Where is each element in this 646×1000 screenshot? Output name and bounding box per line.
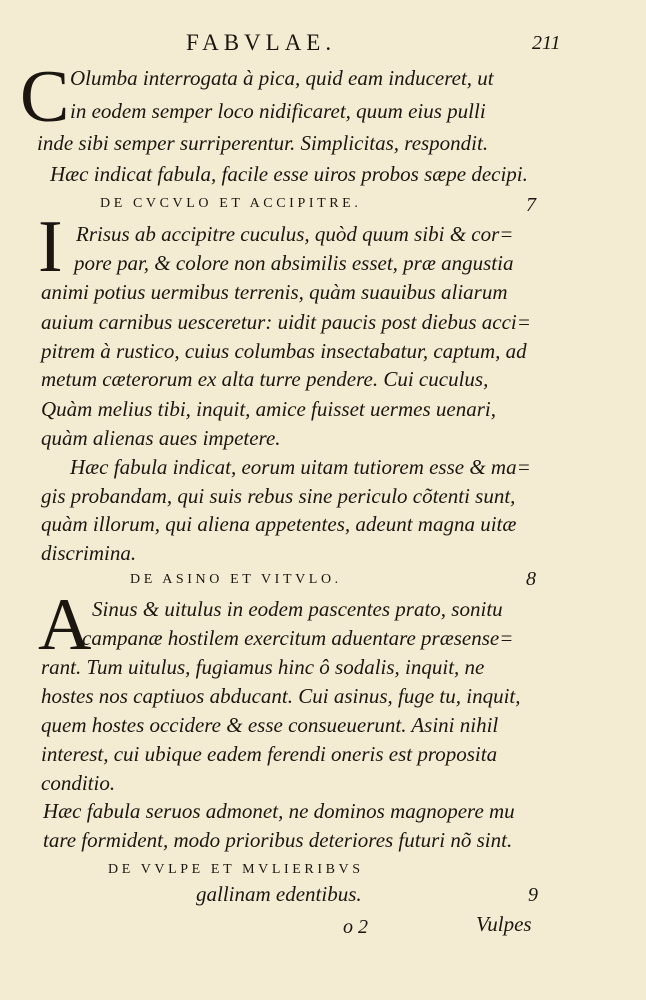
text-line: inde sibi semper surriperentur. Simplicitas, respondit.: [37, 131, 489, 155]
text-line: pitrem à rustico, cuius columbas insectabatur, captum, ad: [41, 339, 527, 363]
text-line: conditio.: [41, 771, 116, 795]
text-line: rant. Tum uitulus, fugiamus hinc ô sodalis, inquit, ne: [41, 655, 485, 679]
text-line: quàm illorum, qui aliena appetentes, adeunt magna uitæ: [41, 512, 517, 536]
text-line: auium carnibus uesceretur: uidit paucis post diebus acci=: [41, 310, 531, 334]
text-line: metum cæterorum ex alta turre pendere. Cui cuculus,: [41, 367, 489, 391]
fable-title: DE CVCVLO ET ACCIPITRE.: [100, 196, 362, 211]
text-line: gis probandam, qui suis rebus sine periculo cõtenti sunt,: [41, 484, 516, 508]
text-line: hostes nos captiuos abducant. Cui asinus, fuge tu, inquit,: [41, 684, 521, 708]
drop-initial-i: I: [38, 206, 63, 288]
text-line: tare formident, modo prioribus deteriores futuri nõ sint.: [43, 828, 513, 852]
text-line: Olumba interrogata à pica, quid eam induceret, ut: [70, 66, 494, 90]
text-line: interest, cui ubique eadem ferendi oneris est proposita: [41, 742, 498, 766]
fable-title: DE ASINO ET VITVLO.: [130, 572, 342, 587]
text-line: campanæ hostilem exercitum aduentare præsense=: [82, 626, 514, 650]
text-line: quàm alienas aues impetere.: [41, 426, 281, 450]
fable-number: 8: [526, 568, 536, 590]
signature-mark: o 2: [343, 916, 368, 938]
text-line: Rrisus ab accipitre cuculus, quòd quum sibi & cor=: [76, 222, 514, 246]
text-line: in eodem semper loco nidificaret, quum eius pulli: [70, 99, 486, 123]
fable-subtitle: gallinam edentibus.: [196, 882, 362, 906]
fable-number: 7: [526, 194, 536, 216]
text-line: Hæc fabula seruos admonet, ne dominos magnopere mu: [43, 799, 515, 823]
text-line: Quàm melius tibi, inquit, amice fuisset uermes uenari,: [41, 397, 496, 421]
text-line: animi potius uermibus terrenis, quàm suauibus aliarum: [41, 280, 508, 304]
text-line: Hæc fabula indicat, eorum uitam tutiorem esse & ma=: [70, 455, 531, 479]
text-line: quem hostes occidere & esse consueuerunt. Asini nihil: [41, 713, 499, 737]
running-title: FABVLAE.: [186, 30, 337, 55]
drop-initial-a: A: [38, 584, 92, 666]
page-number: 211: [532, 32, 561, 54]
drop-initial-c: C: [20, 56, 70, 138]
text-line: discrimina.: [41, 541, 137, 565]
text-line: Hæc indicat fabula, facile esse uiros probos sæpe decipi.: [50, 162, 528, 186]
text-line: pore par, & colore non absimilis esset, præ angustia: [74, 251, 514, 275]
catchword: Vulpes: [476, 912, 532, 936]
fable-number: 9: [528, 884, 538, 906]
fable-title: DE VVLPE ET MVLIERIBVS: [108, 862, 364, 877]
text-line: Sinus & uitulus in eodem pascentes prato, sonitu: [92, 597, 503, 621]
